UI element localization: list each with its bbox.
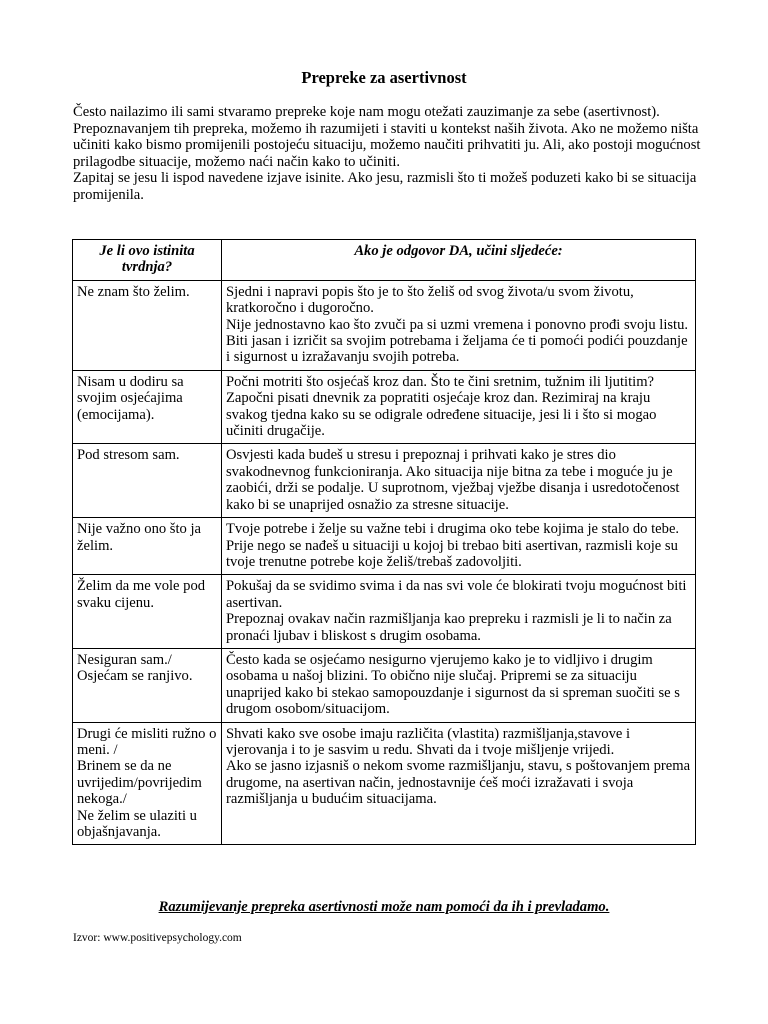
statement-cell: [73, 518, 222, 575]
table-row: [73, 518, 696, 575]
statement-cell: [73, 370, 222, 444]
page-title: Prepreke za asertivnost: [301, 68, 467, 87]
action-cell: [222, 518, 696, 575]
action-line: Ako se jasno izjasniš o nekom svome razmišljanju, stavu, s poštovanjem prema drugome, na asertivan način, jednostavnije ćeš moći izražavati i svoja razmišljanja u budućim situacijama.: [226, 758, 691, 808]
action-line: Osvjesti kada budeš u stresu i prepoznaj i prihvati kako je stres dio svakodnevnog funkcioniranja. Ako situacija nije bitna za tebe i moguće ju je zaobići, drži se podalje. U suprotnom, vježbaj vježbe disanja i usredotočenost kako bi se unaprijed osnažio za stresne situacije.: [226, 447, 680, 513]
table-row: [73, 444, 696, 518]
action-cell: [222, 575, 696, 649]
obstacles-table: [72, 239, 696, 845]
header-statement: Je li ovo istinita tvrdnja?: [73, 240, 222, 281]
table-row: [73, 280, 696, 370]
statement-cell: [73, 575, 222, 649]
intro-paragraph: Prepoznavanjem tih prepreka, možemo ih razumijeti i staviti u kontekst naših života. Ako ne možemo ništa učiniti kako bismo promijenili postojeću situaciju, možemo naučiti prihvatiti ju. Ali, ako postoji mogućnost prilagodbe situacije, možemo naći način kako to učiniti.: [73, 120, 701, 170]
action-cell: [222, 444, 696, 518]
intro-paragraph: Često nailazimo ili sami stvaramo prepreke koje nam mogu otežati zauzimanje za sebe (asertivnost).: [73, 104, 660, 120]
action-cell: [222, 722, 696, 845]
action-line: Prepoznaj ovakav način razmišljanja kao prepreku i razmisli je li to način za pronaći ljubav i bliskost s drugim osobama.: [226, 611, 672, 644]
table-header-row: [73, 240, 696, 281]
action-line: Često kada se osjećamo nesigurno vjerujemo kako je to vidljivo i drugim osobama u našoj blizini. To obično nije slučaj. Pripremi se za situaciju unaprijed kako bi stekao samopouzdanje i sigurnost da si spreman suočiti se s drugom osobom/situacijom.: [226, 651, 680, 718]
statement-line: Nesiguran sam./: [77, 651, 172, 668]
action-line: Sjedni i napravi popis što je to što želiš od svog života/u svom životu, kratkoročno i dugoročno.: [226, 283, 634, 317]
table-row: [73, 648, 696, 722]
action-line: Nije jednostavno kao što zvuči pa si uzmi vremena i ponovno prođi svoju listu.: [226, 316, 689, 333]
statement-line: Nije važno ono što ja želim.: [77, 521, 202, 554]
statement-line: Osjećam se ranjivo.: [77, 668, 193, 685]
action-cell: [222, 280, 696, 370]
statement-line: Želim da me vole pod svaku cijenu.: [77, 578, 206, 611]
action-cell: [222, 370, 696, 444]
intro-text: [73, 104, 703, 204]
action-line: Prije nego se nađeš u situaciji u kojoj bi trebao biti asertivan, razmisli koje su tvoje trenutne potrebe koje želiš/trebaš zadovoljiti.: [226, 537, 678, 570]
statement-cell: [73, 280, 222, 370]
intro-paragraph: Zapitaj se jesu li ispod navedene izjave isinite. Ako jesu, razmisli što ti možeš poduzeti kako bi se situacija promijenila.: [73, 170, 697, 203]
statement-line: Ne želim se ulaziti u objašnjavanja.: [77, 807, 197, 840]
table-row: [73, 722, 696, 845]
statement-cell: [73, 444, 222, 518]
statement-line: Drugi će misliti ružno o meni. /: [77, 725, 217, 758]
action-cell: [222, 648, 696, 722]
statement-line: Brinem se da ne uvrijedim/povrijedim nekoga./: [77, 758, 202, 808]
action-line: Pokušaj da se svidimo svima i da nas svi vole će blokirati tvoju mogućnost biti asertivan.: [226, 578, 687, 611]
action-line: Počni motriti što osjećaš kroz dan. Što te čini sretnim, tužnim ili ljutitim? Započni pisati dnevnik za popratiti osjećaje kroz dan. Rezimiraj na kraju svakog tjedna kako su se odigrale određene situacije, jesi li i što si mogao učiniti drugačije.: [226, 373, 657, 440]
summary-line: Razumijevanje prepreka asertivnosti može nam pomoći da ih i prevladamo.: [158, 899, 610, 915]
action-line: Tvoje potrebe i želje su važne tebi i drugima oko tebe kojima je stalo do tebe.: [226, 521, 680, 538]
statement-line: Ne znam što želim.: [77, 283, 190, 300]
statement-cell: [73, 722, 222, 845]
statement-cell: [73, 648, 222, 722]
action-line: Biti jasan i izričit sa svojim potrebama i željama će ti pomoći podići pouzdanje i sigurnost u izražavanju svojih potreba.: [226, 333, 688, 366]
statement-line: Nisam u dodiru sa svojim osjećajima (emocijama).: [77, 373, 184, 423]
source-note: Izvor: www.positivepsychology.com: [73, 932, 242, 944]
table-row: [73, 575, 696, 649]
statement-line: Pod stresom sam.: [77, 447, 180, 464]
action-line: Shvati kako sve osobe imaju različita (vlastita) razmišljanja,stavove i vjerovanja i to je sasvim u redu. Shvati da i tvoje mišljenje vrijedi.: [226, 725, 631, 758]
header-action: Ako je odgovor DA, učini sljedeće:: [222, 240, 696, 281]
table-row: [73, 370, 696, 444]
